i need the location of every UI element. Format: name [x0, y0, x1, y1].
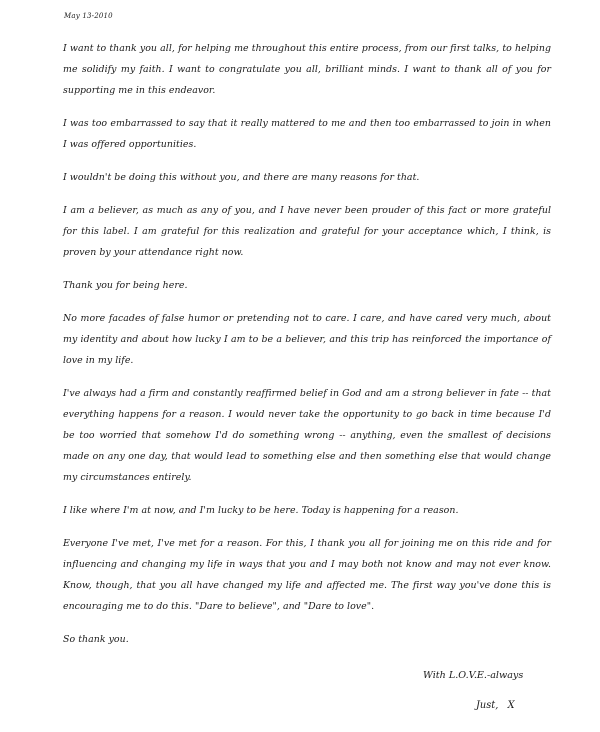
paragraph-5: Thank you for being here.: [63, 280, 188, 291]
paragraph-10: So thank you.: [63, 634, 129, 645]
letter-body: [63, 38, 551, 662]
paragraph-8: I like where I'm at now, and I'm lucky to be here. Today is happening for a reason.: [63, 505, 459, 516]
paragraph-2: I was too embarrassed to say that it really mattered to me and then too embarrassed to join in when I was offered opportunities.: [63, 118, 551, 150]
paragraph-7: I've always had a firm and constantly reaffirmed belief in God and am a strong believer in fate -- that everything happens for a reason. I would never take the opportunity to go back in time because I'd be too worried that somehow I'd do something wrong -- anything, even the smallest of decisions made on any one day, that would lead to something else and then something else that would change my circumstances entirely.: [63, 388, 551, 483]
letter-closing: With L.O.V.E.-always: [423, 670, 524, 681]
paragraph-4: I am a believer, as much as any of you, and I have never been prouder of this fact or more grateful for this label. I am grateful for this realization and grateful for your acceptance which, I think, is proven by your attendance right now.: [63, 205, 551, 258]
letter-signature: Just, X: [476, 700, 515, 711]
paragraph-9: Everyone I've met, I've met for a reason. For this, I thank you all for joining me on this ride and for influencing and changing my life in ways that you and I may both not know and may not ever know. Know, though, that you all have changed my life and affected me. The first way you've done this is encouraging me to do this. "Dare to believe", and "Dare to love".: [63, 538, 551, 612]
paragraph-3: I wouldn't be doing this without you, and there are many reasons for that.: [63, 172, 420, 183]
paragraph-1: I want to thank you all, for helping me throughout this entire process, from our first talks, to helping me solidify my faith. I want to congratulate you all, brilliant minds. I want to thank all of you for supporting me in this endeavor.: [63, 43, 551, 96]
letter-date: May 13-2010: [64, 12, 113, 20]
paragraph-6: No more facades of false humor or pretending not to care. I care, and have cared very much, about my identity and about how lucky I am to be a believer, and this trip has reinforced the importance of love in my life.: [63, 313, 551, 366]
